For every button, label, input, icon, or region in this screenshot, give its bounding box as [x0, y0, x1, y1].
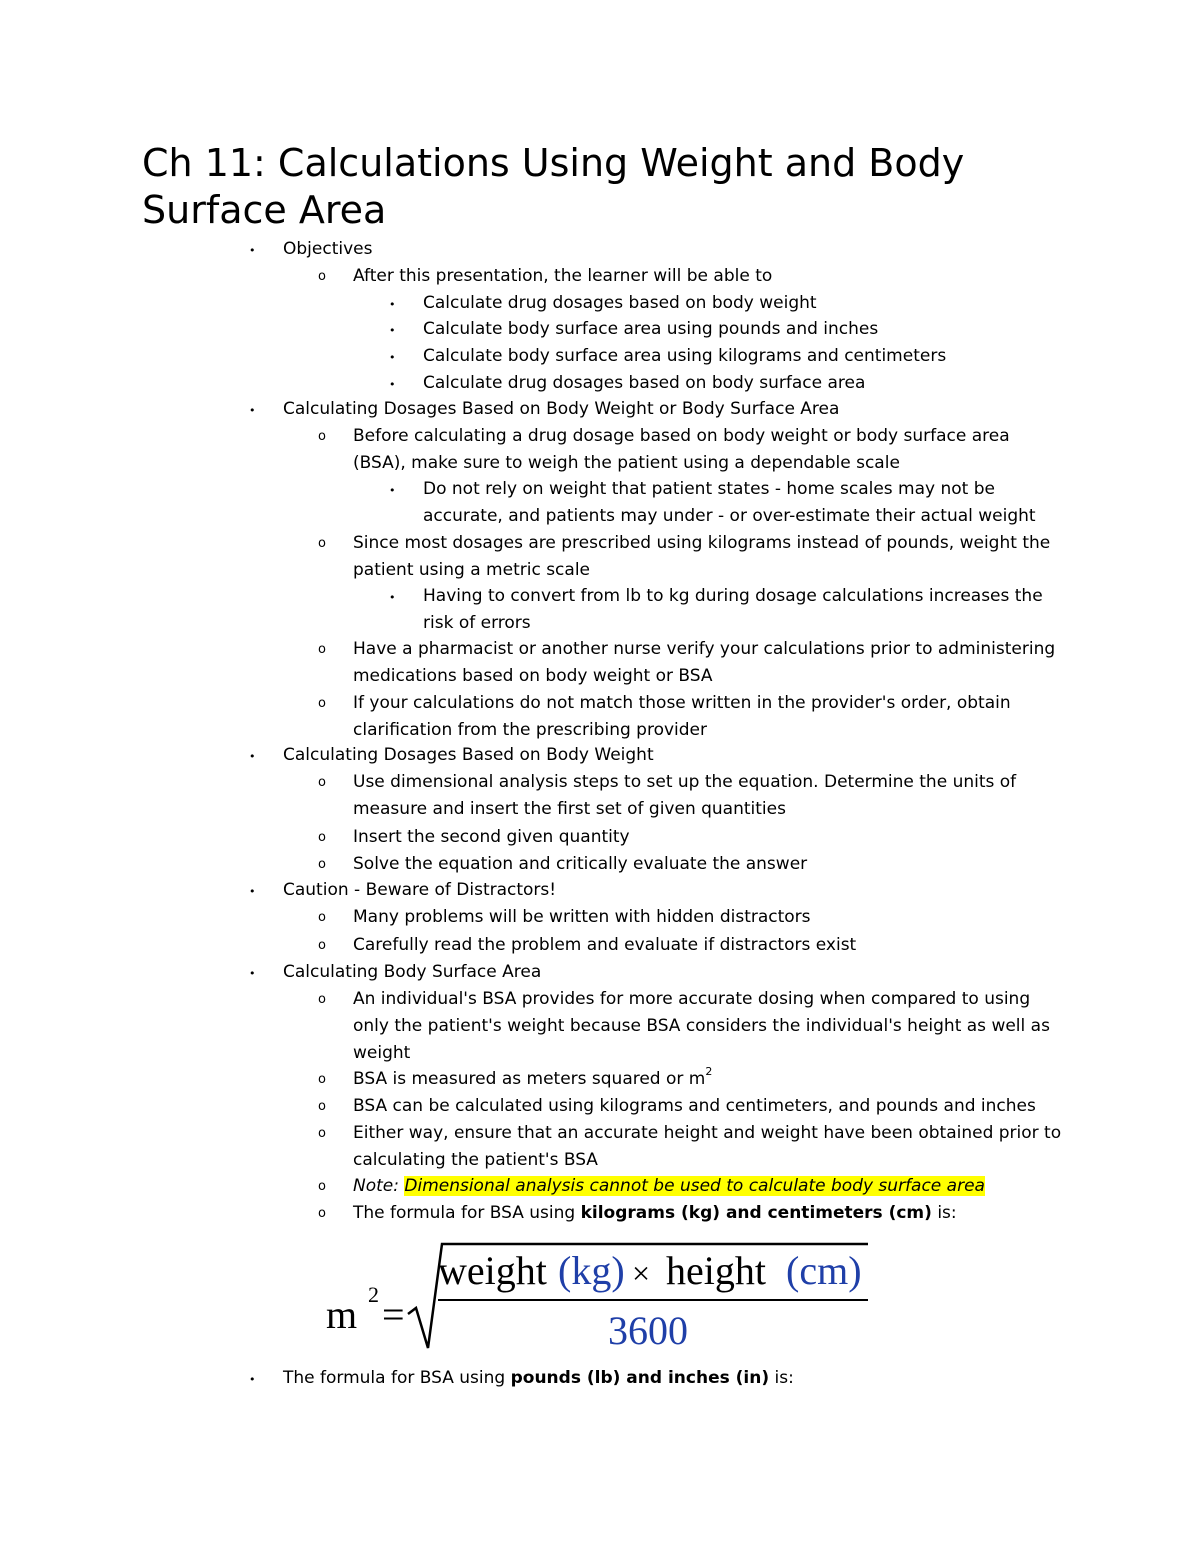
circle-bullet-icon: o: [318, 269, 326, 284]
formula-times: ×: [632, 1255, 651, 1291]
circle-bullet-icon: o: [318, 536, 326, 551]
outline-item-text: Use dimensional analysis steps to set up the equation. Determine the units of measure and insert the first set of given quantities: [353, 772, 1017, 819]
circle-bullet-icon: o: [318, 1206, 326, 1221]
circle-bullet-icon: o: [318, 696, 326, 711]
circle-bullet-icon: o: [318, 429, 326, 444]
outline-item-text: Caution - Beware of Distractors!: [283, 880, 557, 900]
disc-bullet-icon: •: [249, 967, 256, 980]
circle-bullet-icon: o: [318, 910, 326, 925]
formula-denominator: 3600: [608, 1308, 688, 1353]
circle-bullet-icon: o: [318, 992, 326, 1007]
disc-bullet-icon: •: [249, 750, 256, 763]
outline-item-text: After this presentation, the learner will be able to: [353, 266, 773, 286]
disc-bullet-icon: •: [249, 244, 256, 257]
outline-item-text: Having to convert from lb to kg during dosage calculations increases the risk of errors: [423, 586, 1043, 633]
outline-item-text: Calculate drug dosages based on body weight: [423, 293, 817, 313]
disc-bullet-icon: •: [389, 378, 396, 391]
outline-item-text: Since most dosages are prescribed using kilograms instead of pounds, weight the patient using a metric scale: [353, 533, 1051, 580]
disc-bullet-icon: •: [389, 351, 396, 364]
outline-item-text: Calculating Body Surface Area: [283, 962, 542, 982]
circle-bullet-icon: o: [318, 1072, 326, 1087]
formula-num-cm: (cm): [786, 1248, 862, 1293]
outline-item-text: Many problems will be written with hidden distractors: [353, 907, 811, 927]
outline-item-text: An individual's BSA provides for more accurate dosing when compared to using only the patient's weight because BSA considers the individual's height as well as weight: [353, 989, 1050, 1063]
circle-bullet-icon: o: [318, 1126, 326, 1141]
outline-item-text: The formula for BSA using kilograms (kg) and centimeters (cm) is:: [353, 1203, 957, 1223]
outline-item-text: BSA is measured as meters squared or $m^2$: [353, 1065, 713, 1089]
outline-item-text: If your calculations do not match those written in the provider's order, obtain clarification from the prescribing provider: [353, 693, 1011, 740]
formula-units-bold: kilograms (kg) and centimeters (cm): [580, 1203, 932, 1223]
formula-num-height: height: [666, 1248, 766, 1293]
outline-item-text: Carefully read the problem and evaluate if distractors exist: [353, 935, 857, 955]
outline-item-text: Before calculating a drug dosage based on body weight or body surface area (BSA), make sure to weigh the patient using a dependable scale: [353, 426, 1010, 473]
outline-item-text: Calculating Dosages Based on Body Weight: [283, 745, 654, 765]
circle-bullet-icon: o: [318, 1179, 326, 1194]
superscript-2: 2: [705, 1065, 713, 1079]
disc-bullet-icon: •: [389, 591, 396, 604]
outline-item-text: Objectives: [283, 239, 373, 259]
outline-item-text: BSA can be calculated using kilograms and centimeters, and pounds and inches: [353, 1096, 1036, 1116]
formula-num-weight: weight: [438, 1248, 547, 1293]
circle-bullet-icon: o: [318, 857, 326, 872]
formula-lhs: m: [326, 1292, 358, 1337]
formula-units-bold: pounds (lb) and inches (in): [510, 1368, 770, 1388]
bsa-formula-kg-cm: [320, 1236, 880, 1356]
circle-bullet-icon: o: [318, 775, 326, 790]
outline-item-text: [353, 1173, 1065, 1200]
outline-item-text: Calculating Dosages Based on Body Weight or Body Surface Area: [283, 399, 840, 419]
outline-item-text: Do not rely on weight that patient states - home scales may not be accurate, and patients may under - or over-estimate their actual weight: [423, 479, 1036, 526]
outline-item-text: Calculate body surface area using pounds and inches: [423, 319, 879, 339]
disc-bullet-icon: •: [389, 298, 396, 311]
formula-eq: =: [382, 1292, 405, 1337]
circle-bullet-icon: o: [318, 830, 326, 845]
outline-item-text: Insert the second given quantity: [353, 827, 630, 847]
circle-bullet-icon: o: [318, 938, 326, 953]
note-label: Note:: [353, 1176, 405, 1196]
page-title: Ch 11: Calculations Using Weight and Body Surface Area: [142, 141, 965, 232]
outline-item-text: Solve the equation and critically evaluate the answer: [353, 854, 808, 874]
formula-num-kg: (kg): [558, 1248, 625, 1293]
disc-bullet-icon: •: [249, 1373, 256, 1386]
disc-bullet-icon: •: [249, 404, 256, 417]
outline-item-text: Calculate drug dosages based on body surface area: [423, 373, 866, 393]
highlighted-note: Dimensional analysis cannot be used to calculate body surface area: [404, 1176, 985, 1196]
circle-bullet-icon: o: [318, 642, 326, 657]
circle-bullet-icon: o: [318, 1099, 326, 1114]
disc-bullet-icon: •: [249, 885, 256, 898]
outline-item-text: The formula for BSA using pounds (lb) and inches (in) is:: [283, 1368, 794, 1388]
outline-item-text: Either way, ensure that an accurate height and weight have been obtained prior to calculating the patient's BSA: [353, 1123, 1062, 1170]
outline-item-text: Calculate body surface area using kilograms and centimeters: [423, 346, 947, 366]
formula-lhs-sup: 2: [368, 1282, 379, 1307]
disc-bullet-icon: •: [389, 484, 396, 497]
outline-item-text: Have a pharmacist or another nurse verify your calculations prior to administering medications based on body weight or BSA: [353, 639, 1056, 686]
disc-bullet-icon: •: [389, 324, 396, 337]
